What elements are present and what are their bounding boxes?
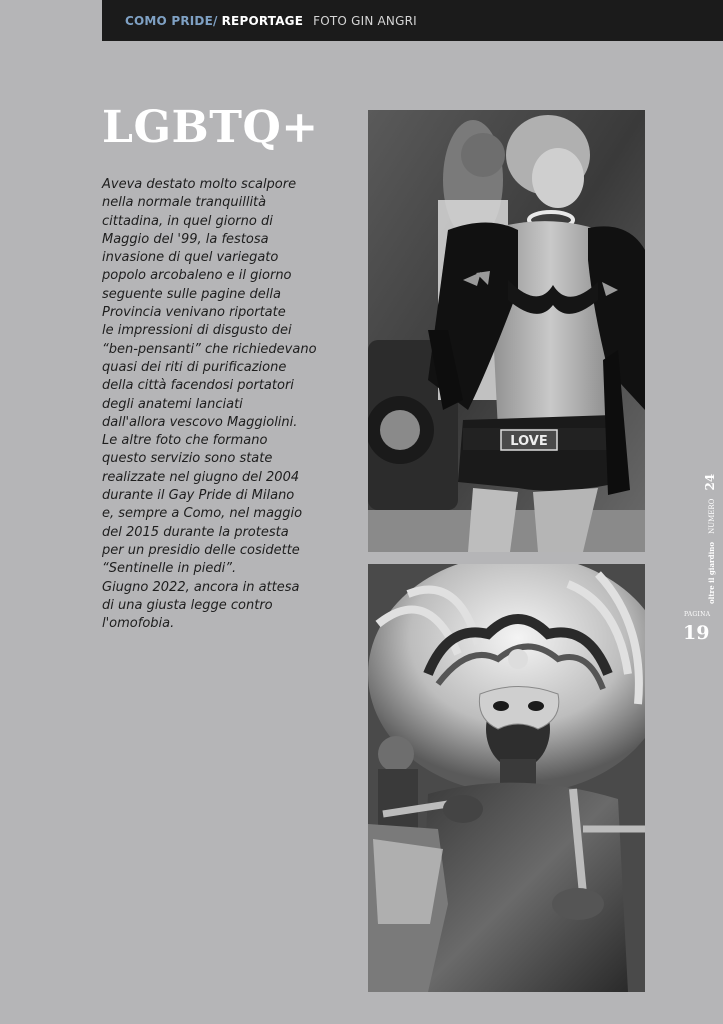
body-line: questo servizio sono state: [102, 451, 273, 467]
body-line: invasione di quel variegato: [102, 250, 279, 266]
magazine-issue: [681, 473, 717, 614]
body-line: Le altre foto che formano: [102, 433, 268, 449]
body-line: e, sempre a Como, nel maggio: [102, 506, 303, 522]
body-line: “Sentinelle in piedi”.: [102, 561, 237, 577]
body-line: di una giusta legge contro: [102, 597, 273, 613]
body-line: nella normale tranquillità: [102, 195, 267, 211]
body-line: le impressioni di disgusto dei: [102, 323, 292, 339]
magazine-name: oltre il giardino: [707, 542, 716, 604]
body-line: dall'allora vescovo Maggiolini.: [102, 414, 298, 430]
body-line: per un presidio delle cosidette: [102, 542, 300, 558]
photo-performer: [368, 110, 645, 552]
body-line: popolo arcobaleno e il giorno: [102, 268, 292, 284]
body-line: del 2015 durante la protesta: [102, 524, 289, 540]
body-line: seguente sulle pagine della: [102, 286, 281, 302]
body-line: quasi dei riti di purificazione: [102, 359, 287, 375]
article-title: LGBTQ+: [102, 102, 319, 153]
body-line: “ben-pensanti” che richiedevano: [102, 341, 317, 357]
body-line: realizzate nel giugno del 2004: [102, 469, 300, 485]
body-line: cittadina, in quel giorno di: [102, 213, 273, 229]
section-kicker: REPORTAGE: [221, 14, 304, 28]
body-line: Maggio del '99, la festosa: [102, 231, 269, 247]
section-name: COMO PRIDE: [125, 14, 213, 28]
issue-label: NUMERO: [708, 498, 716, 534]
body-line: Giugno 2022, ancora in attesa: [102, 579, 300, 595]
body-line: Provincia venivano riportate: [102, 305, 286, 321]
belt-text: LOVE: [510, 434, 548, 449]
body-line: durante il Gay Pride di Milano: [102, 488, 295, 504]
page-number: 19: [683, 622, 710, 644]
photo-masked-dancer: [368, 564, 645, 992]
header-separator: /: [213, 14, 218, 28]
page-label: PAGINA: [684, 611, 711, 618]
article-body: [102, 176, 317, 633]
issue-number: 24: [703, 473, 717, 491]
body-line: l'omofobia.: [102, 616, 175, 632]
body-line: degli anatemi lanciati: [102, 396, 243, 412]
body-line: Aveva destato molto scalpore: [102, 177, 297, 192]
header: [125, 14, 417, 28]
photo-credit: FOTO GIN ANGRI: [313, 14, 417, 28]
body-line: della città facendosi portatori: [102, 378, 294, 394]
